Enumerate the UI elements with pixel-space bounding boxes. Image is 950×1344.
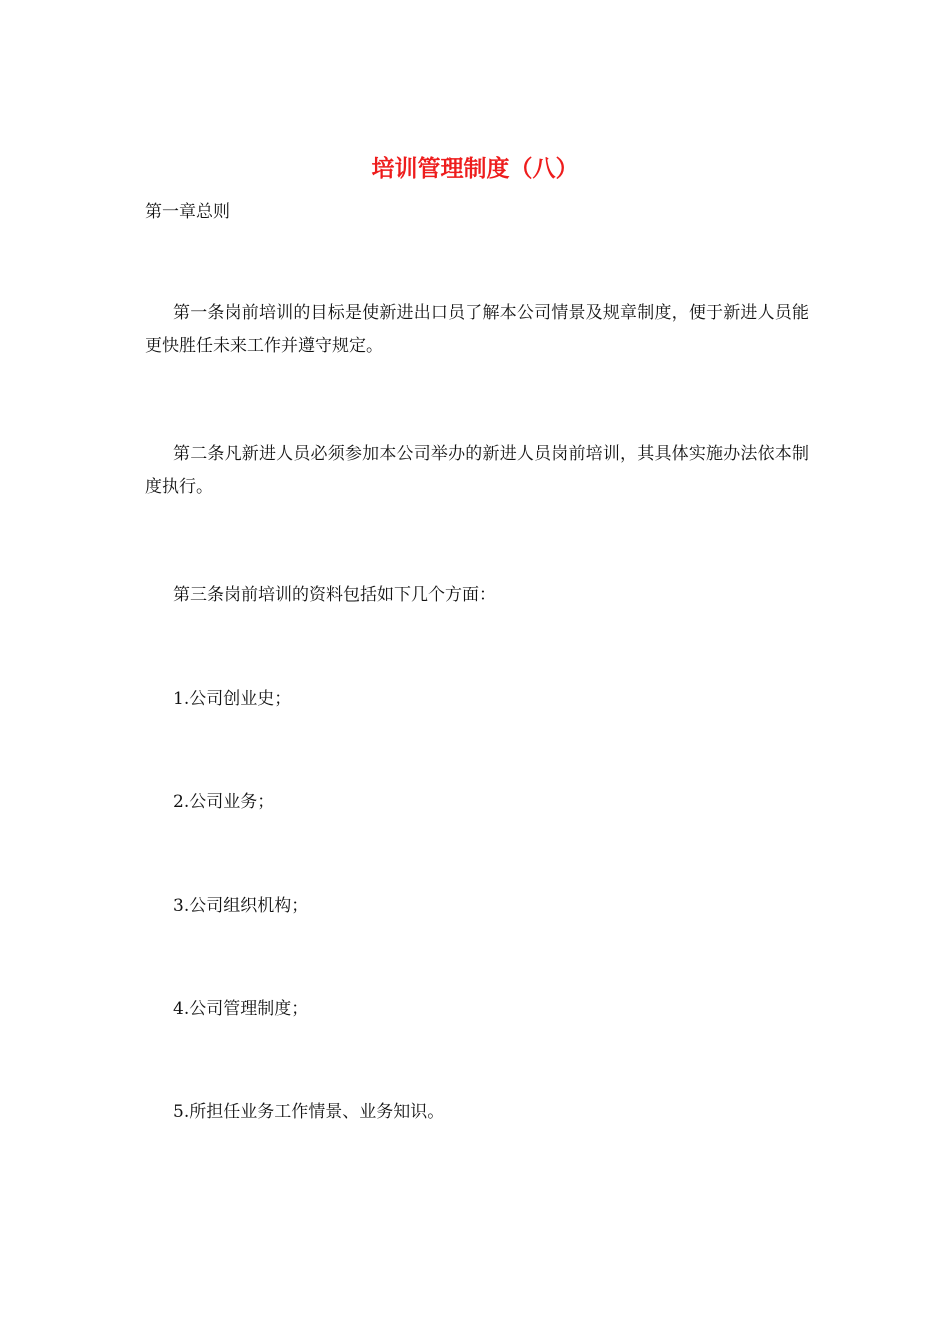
article-paragraph: 第一条岗前培训的目标是使新进出口员了解本公司情景及规章制度，便于新进人员能更快胜任未来工作并遵守规定。 xyxy=(145,303,809,356)
document-title: 培训管理制度（八） xyxy=(371,156,579,182)
article-paragraph: 第三条岗前培训的资料包括如下几个方面： xyxy=(173,585,496,605)
list-item: 3.公司组织机构； xyxy=(173,896,309,916)
chapter-heading: 第一章总则 xyxy=(145,202,230,222)
list-item: 4.公司管理制度； xyxy=(173,999,309,1019)
list-item: 2.公司业务； xyxy=(173,792,275,812)
list-item: 1.公司创业史； xyxy=(173,689,292,709)
article-paragraph: 第二条凡新进人员必须参加本公司举办的新进人员岗前培训，其具体实施办法依本制度执行。 xyxy=(145,444,809,497)
list-item: 5.所担任业务工作情景、业务知识。 xyxy=(173,1102,445,1122)
